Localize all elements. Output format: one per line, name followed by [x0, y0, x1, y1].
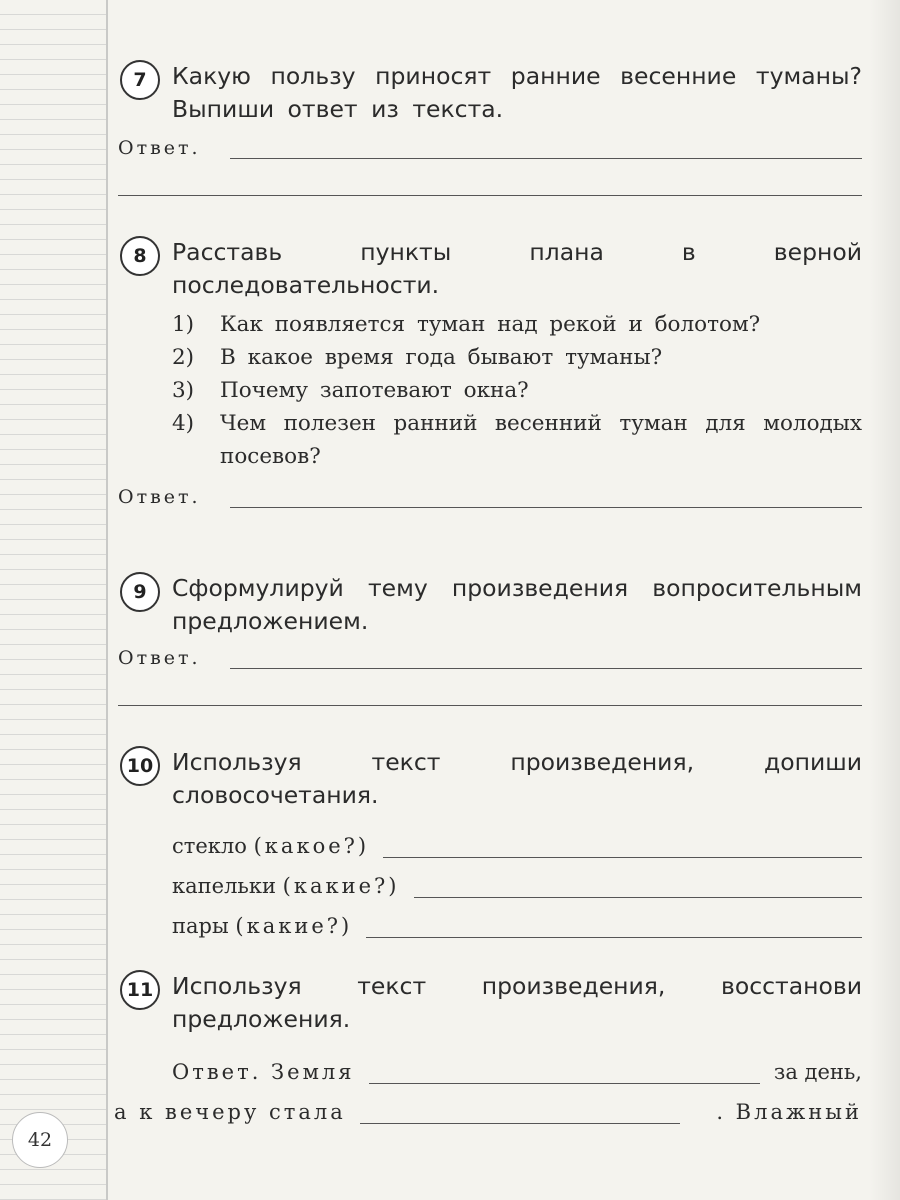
phrase-answer-line[interactable]	[366, 915, 862, 938]
task-9	[112, 572, 862, 706]
task-question: Какую пользу приносят ранние весенние туманы? Выпиши ответ из текста.	[172, 62, 862, 123]
answer-label: Ответ.	[118, 486, 201, 508]
answer-line[interactable]	[230, 646, 862, 669]
answer-label: Ответ.	[118, 647, 201, 669]
plan-item	[172, 341, 862, 374]
task-11	[112, 970, 862, 1124]
phrase-hint: (какие?)	[282, 874, 400, 898]
fill-text-start: а к вечеру стала	[114, 1100, 346, 1124]
task-7	[112, 60, 862, 196]
page-edge-shadow	[870, 0, 900, 1200]
margin-ruled-strip	[0, 0, 108, 1200]
plan-list	[172, 308, 862, 473]
phrase-word: стекло	[172, 834, 247, 858]
fill-text-start: Ответ. Земля	[172, 1060, 355, 1084]
plan-item-number: 3)	[172, 378, 195, 403]
phrase-answer-line[interactable]	[383, 835, 862, 858]
phrase-word: капельки	[172, 874, 276, 898]
answer-label: Ответ.	[118, 137, 201, 159]
plan-item-text: Почему запотевают окна?	[220, 378, 529, 403]
answer-line[interactable]	[230, 136, 862, 159]
phrase-row	[172, 858, 862, 898]
answer-row	[112, 646, 862, 669]
plan-item	[172, 374, 862, 407]
fill-text-end: за день,	[773, 1060, 862, 1084]
fill-row-2	[114, 1084, 862, 1124]
fill-answer-line[interactable]	[360, 1101, 680, 1124]
phrase-hint: (какое?)	[253, 834, 370, 858]
task-number-badge: 8	[120, 236, 160, 276]
task-number-badge: 10	[120, 746, 160, 786]
task-number-badge: 7	[120, 60, 160, 100]
answer-row	[112, 136, 862, 159]
plan-item	[172, 407, 862, 473]
answer-line[interactable]	[230, 485, 862, 508]
plan-item-text: В какое время года бывают туманы?	[220, 345, 663, 370]
phrase-word: пары	[172, 914, 229, 938]
fill-answer-line[interactable]	[369, 1061, 760, 1084]
margin-divider	[106, 0, 108, 1200]
phrase-list	[112, 818, 862, 938]
answer-row	[112, 485, 862, 508]
plan-item-number: 1)	[172, 312, 195, 337]
fill-row-1	[172, 1044, 862, 1084]
plan-item-number: 4)	[172, 411, 195, 436]
answer-line-extra[interactable]	[118, 669, 862, 706]
phrase-answer-line[interactable]	[414, 875, 863, 898]
task-question: Используя текст произведения, допиши словосочетания.	[172, 748, 862, 809]
task-number-badge: 9	[120, 572, 160, 612]
phrase-hint: (какие?)	[235, 914, 353, 938]
phrase-row	[172, 818, 862, 858]
plan-item	[172, 308, 862, 341]
task-question: Сформулируй тему произведения вопросительным предложением.	[172, 574, 862, 635]
plan-item-number: 2)	[172, 345, 195, 370]
plan-item-text: Как появляется туман над рекой и болотом?	[220, 312, 761, 337]
task-10	[112, 746, 862, 938]
worksheet-page	[112, 0, 872, 1200]
answer-line-extra[interactable]	[118, 159, 862, 196]
task-question: Расставь пункты плана в верной последовательности.	[172, 238, 862, 299]
task-number-badge: 11	[120, 970, 160, 1010]
plan-item-text: Чем полезен ранний весенний туман для молодых посевов?	[220, 411, 862, 469]
fill-text-end: . Влажный	[716, 1100, 862, 1124]
task-8	[112, 236, 862, 508]
phrase-row	[172, 898, 862, 938]
page-number: 42	[12, 1112, 68, 1168]
task-question: Используя текст произведения, восстанови предложения.	[172, 972, 862, 1033]
